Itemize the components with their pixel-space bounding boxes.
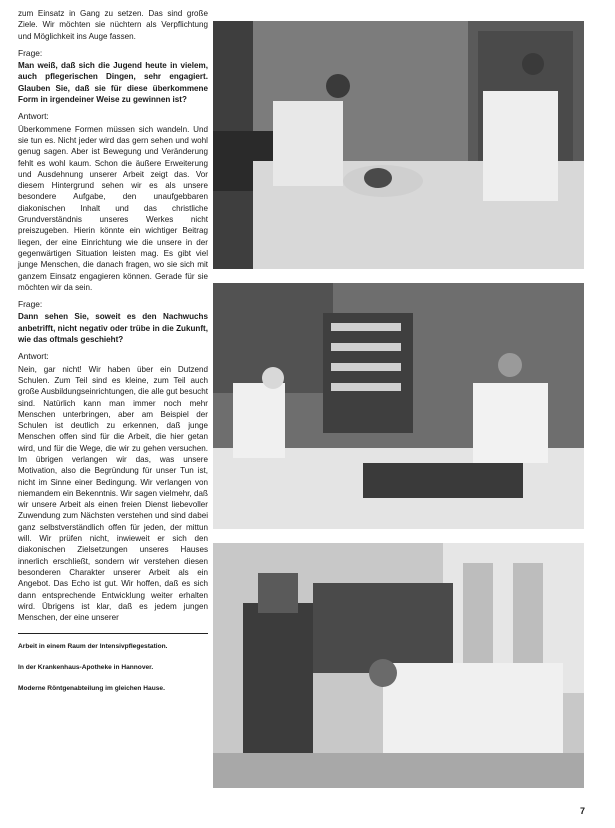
question-1-text: Man weiß, daß sich die Jugend heute in vielem, auch pflegerischen Dingen, sehr engagiert. Glauben Sie, daß sie für diese überkommene Form in irgendeiner Weise zu gewinnen ist? [18, 61, 208, 105]
caption-radiology: Moderne Röntgenabteilung im gleichen Hause. [18, 685, 165, 693]
question-2-label: Frage: [18, 299, 43, 310]
answer-1-label: Antwort: [18, 111, 49, 122]
page-number: 7 [579, 806, 585, 816]
photo-pharmacy [213, 283, 584, 529]
question-1-label: Frage: [18, 47, 43, 58]
caption-divider [18, 633, 208, 634]
intro-paragraph: zum Einsatz in Gang zu setzen. Das sind große Ziele. Wir möchten sie nüchtern als Verpflichtung und Möglichkeit ins Auge fassen. [18, 9, 208, 41]
answer-1-text: Überkommene Formen müssen sich wandeln. Und sie tun es. Nicht jeder wird das gern sehen und wohl genug sagen. Aber ist Bewegung und Veränderung fehlt es wohl kaum. Schon die äußere Erweiterung und Ausdehnung unserer Arbeit zeigt das. Vor diesem Hintergrund sehen wir es als unsere besondere Aufgabe, den unaufgebbaren diakonischen Inhalt und das christliche Grundverständnis unseres Werkes nicht preiszugeben. Hierin könnte ein wichtiger Beitrag liegen, der eine Einrichtung wie die unsere in der gegenwärtigen Situation leisten mag. Es gibt viel junge Menschen, die danach fragen, wo sie sich mit ganzem Einsatz engagieren können. Gerade für sie möchten wir da sein. [18, 124, 208, 292]
question-2-text: Dann sehen Sie, soweit es den Nachwuchs anbetrifft, nicht negativ oder trübe in die Zukunft, wie das oftmals geschieht? [18, 312, 208, 345]
text-column [18, 8, 208, 705]
caption-intensive-care: Arbeit in einem Raum der Intensivpflegestation. [18, 643, 168, 651]
caption-pharmacy: In der Krankenhaus-Apotheke in Hannover. [18, 664, 154, 672]
answer-2-text: Nein, gar nicht! Wir haben über ein Dutzend Schulen. Zum Teil sind es kleine, zum Teil auch große Ausbildungseinrichtungen, die alle gut besucht sind. Natürlich kann man immer noch mehr Menschen unterbringen, aber am Beispiel der Schulen ist deutlich zu erkennen, daß junge Menschen offen sind für die Arbeit, die hier getan wird, und für die Wege, die wir zu gehen versuchen. Im übrigen verlangen wir das, was unsere Motivation, also die Begründung für unser Tun ist, nicht im Sinne einer Bedingung. Wir verlangen von niemandem ein Bekenntnis. Wir sagen vielmehr, daß wir unsere Arbeit als einen freien Dienst liebevoller Zuwendung zum Nächsten verstehen und sind dabei ganz selbstverständlich offen für jeden, der mittun will. Wir prüfen nicht, inwieweit er sich den diakonischen Zielsetzungen unseres Hauses innerlich erschließt, sondern wir verstehen diesen besonderen Charakter unserer Arbeit als ein Angebot. Das Echo ist gut. Wir hoffen, daß es sich dann entsprechende Entwicklung weiter erhalten wird. Übrigens ist klar, daß es jedem jungen Menschen, der eine unserer [18, 364, 208, 623]
answer-2-label: Antwort: [18, 351, 49, 362]
photo-intensive-care [213, 21, 584, 269]
photo-radiology [213, 543, 584, 788]
